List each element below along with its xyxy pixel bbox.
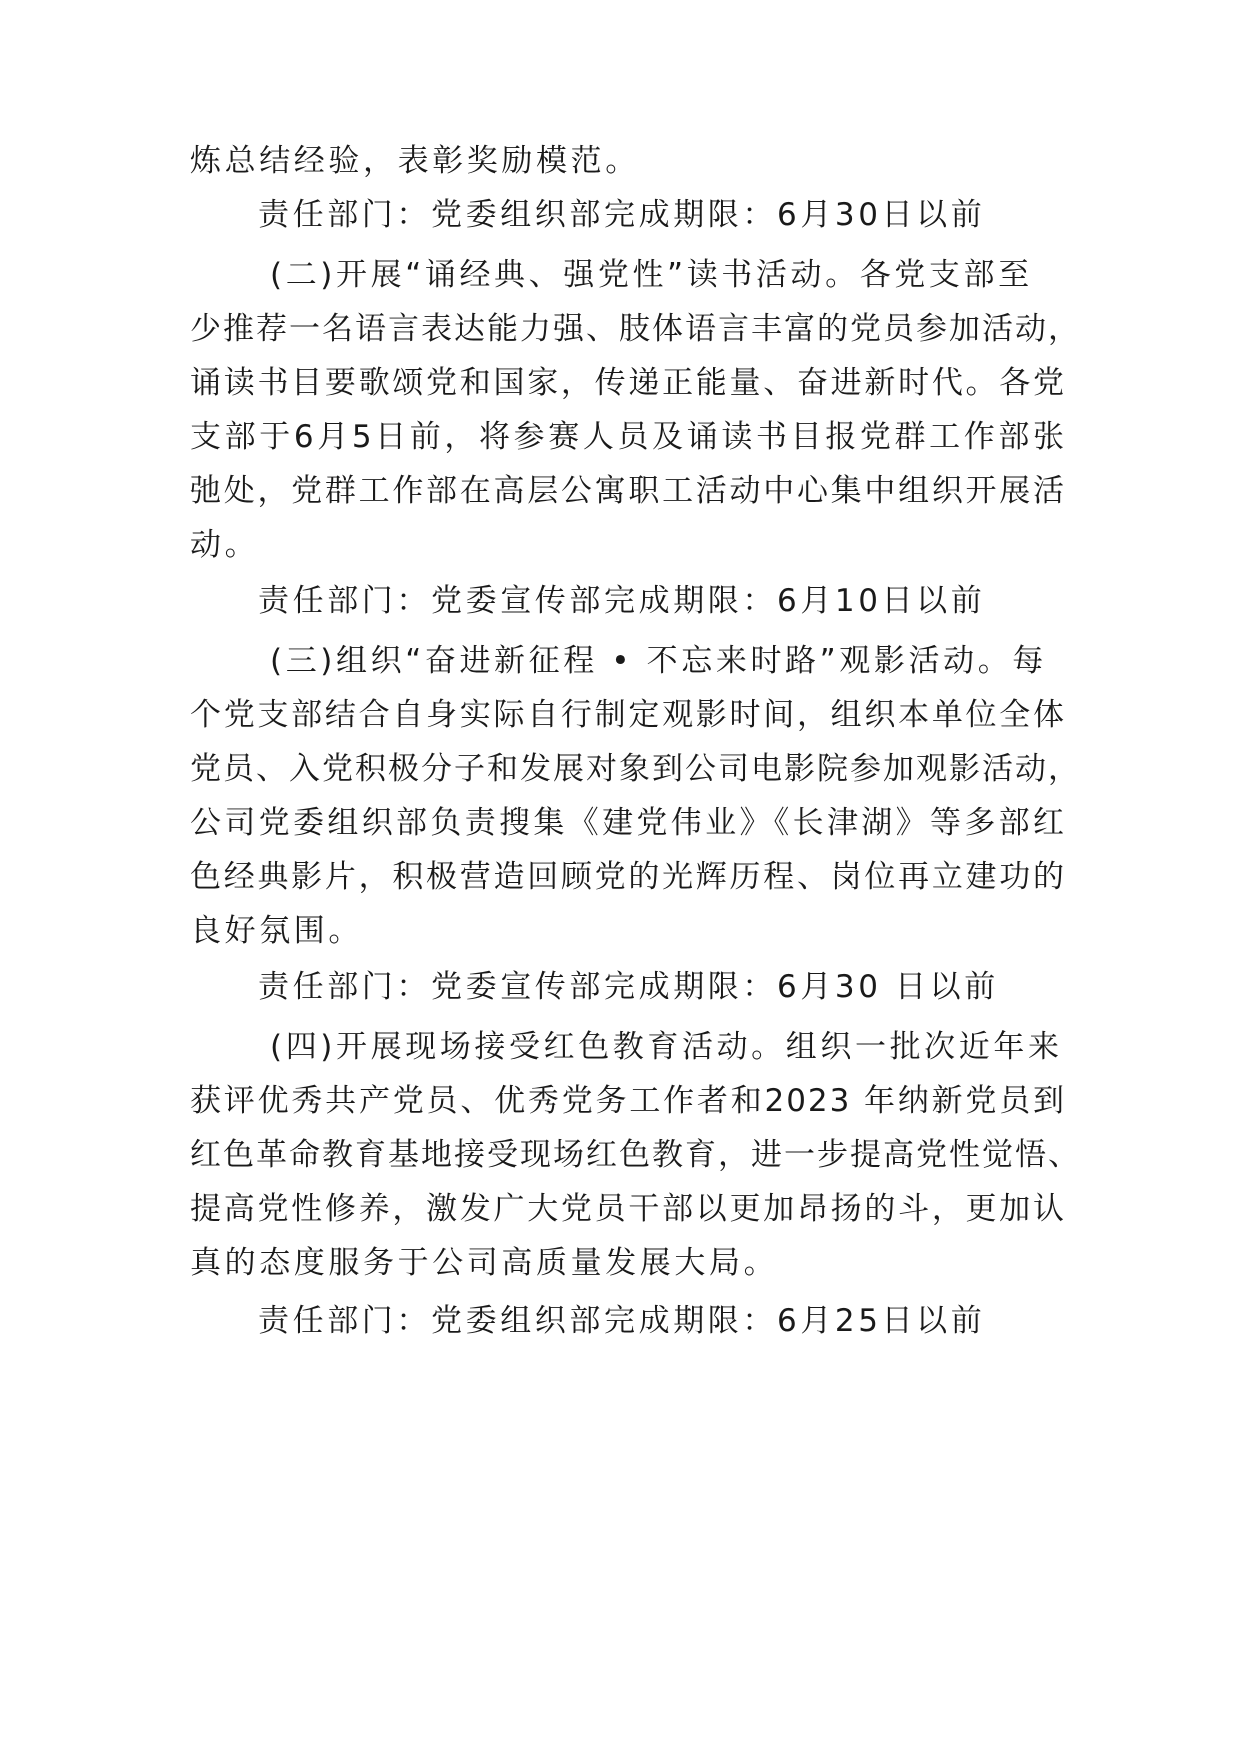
item-4-heading-line: (四)开展现场接受红色教育活动。组织一批次近年来 [270,1029,1063,1065]
item-2-line: 弛处，党群工作部在高层公寓职工活动中心集中组织开展活 [190,473,1066,509]
responsibility-line-2: 责任部门：党委宣传部完成期限：6月10日以前 [258,583,986,619]
item-3-line: 个党支部结合自身实际自行制定观影时间，组织本单位全体 [190,697,1066,733]
item-2-line: 支部于6月5日前，将参赛人员及诵读书目报党群工作部张 [190,419,1066,455]
responsibility-line-1: 责任部门：党委组织部完成期限：6月30日以前 [258,197,986,233]
item-2-heading-line: (二)开展“诵经典、强党性”读书活动。各党支部至 [270,257,1033,293]
item-3-line-end: 良好氛围。 [190,913,363,949]
item-4-line: 红色革命教育基地接受现场红色教育，进一步提高党性觉悟、 [190,1137,1081,1173]
item-3-line: 公司党委组织部负责搜集《建党伟业》《长津湖》等多部红 [190,805,1066,841]
responsibility-line-4: 责任部门：党委组织部完成期限：6月25日以前 [258,1303,986,1339]
item-4-line-end: 真的态度服务于公司高质量发展大局。 [190,1245,779,1281]
item-3-line: 色经典影片，积极营造回顾党的光辉历程、岗位再立建功的 [190,859,1066,895]
responsibility-line-3: 责任部门：党委宣传部完成期限：6月30 日以前 [258,969,999,1005]
item-3-line: 党员、入党积极分子和发展对象到公司电影院参加观影活动， [190,751,1081,787]
item-3-heading-line: (三)组织“奋进新征程 • 不忘来时路”观影活动。每 [270,643,1047,679]
item-2-line: 诵读书目要歌颂党和国家，传递正能量、奋进新时代。各党 [190,365,1066,401]
item-4-line: 获评优秀共产党员、优秀党务工作者和2023 年纳新党员到 [190,1083,1066,1119]
item-4-line: 提高党性修养，激发广大党员干部以更加昂扬的斗，更加认 [190,1191,1066,1227]
item-2-line: 少推荐一名语言表达能力强、肢体语言丰富的党员参加活动， [190,311,1081,347]
paragraph-1-line-end: 炼总结经验，表彰奖励模范。 [190,143,640,179]
item-2-line-end: 动。 [190,527,260,563]
